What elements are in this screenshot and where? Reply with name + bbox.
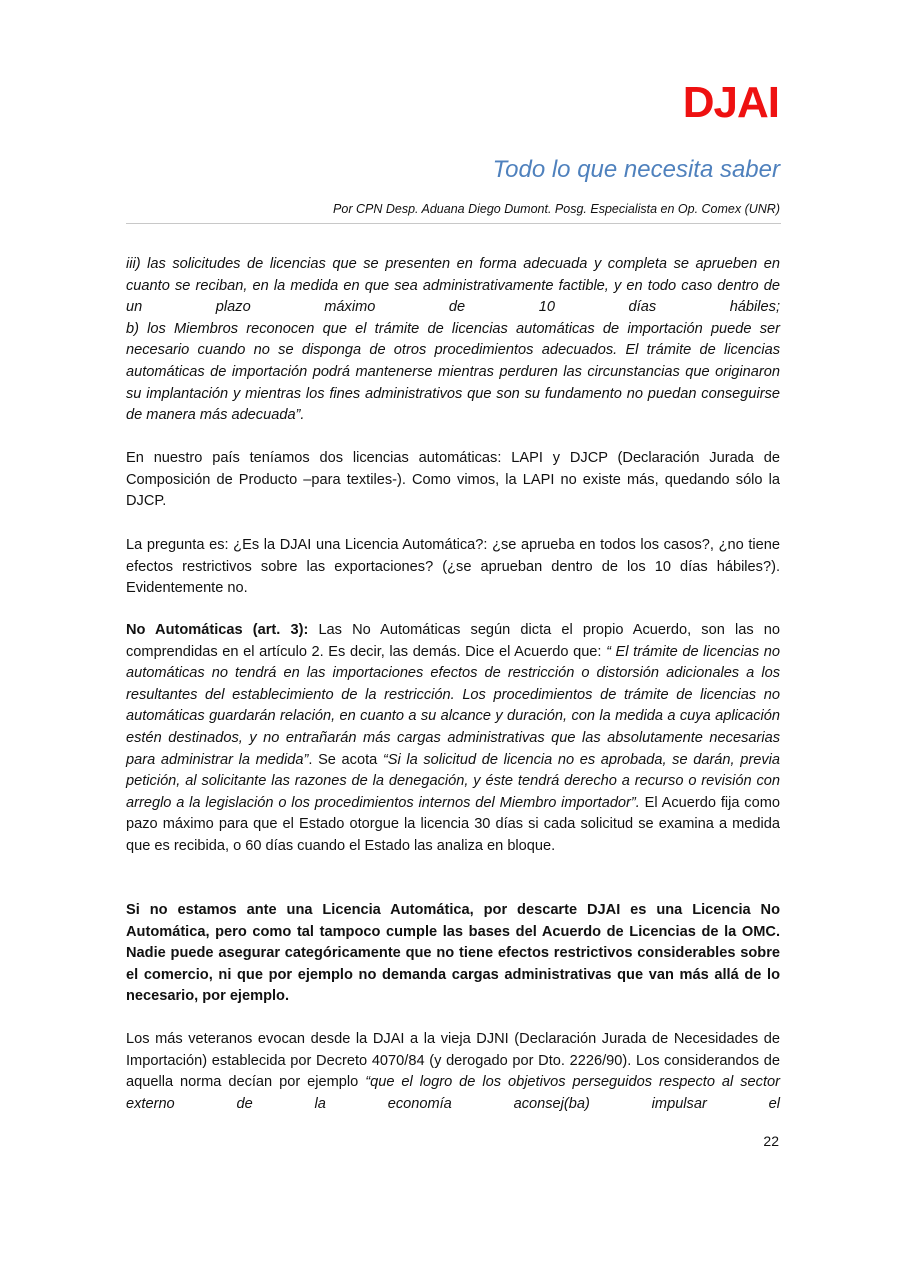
- paragraph-djni: [126, 1029, 780, 1115]
- paragraph-local-licenses: En nuestro país teníamos dos licencias automáticas: LAPI y DJCP (Declaración Jurada de Composición de Producto –para textiles-). Como vimos, la LAPI no existe más, quedando sólo la DJCP.: [126, 450, 780, 510]
- text-segment: Los más veteranos evocan desde la DJAI a la vieja DJNI (Declaración Jurada de Necesidades de Importación) establecida por Decreto 4070/84 (y derogado por Dto. 2226/90). Los considerandos de aquella norma decían por ejemplo: [126, 1031, 780, 1091]
- text-segment: Las No Automáticas según dicta el propio Acuerdo, son las no comprendidas en el artículo 2. Es decir, las demás. Dice el Acuerdo que:: [126, 622, 780, 660]
- quote-segment: “ El trámite de licencias no automáticas no tendrá en las importaciones efectos de restricción o distorsión adicionales a los resultantes del establecimiento de la restricción. Los procedimientos de trámite de licencias no automáticas guardarán relación, en cuanto a su alcance y duración, con la medida a cuya aplicación estén destinados, y no entrañarán más cargas administrativas que las absolutamente necesarias para administrar la medida”: [126, 643, 780, 768]
- quote-segment: “que el logro de los objetivos perseguidos respecto al sector externo de la economía aconsej(ba) impulsar el: [126, 1074, 780, 1112]
- paragraph-question: La pregunta es: ¿Es la DJAI una Licencia Automática?: ¿se aprueba en todos los casos?, ¿no tiene efectos restrictivos sobre las exportaciones? (¿se aprueban dentro de los 10 días hábiles?). Evidentemente no.: [126, 537, 780, 597]
- document-title: DJAI: [682, 78, 779, 127]
- quote-item-iii: iii) las solicitudes de licencias que se presenten en forma adecuada y completa se aprueben en cuanto se reciban, en la medida en que sea administrativamente factible, y en todo caso dentro de un plazo máximo de 10 días hábiles;: [126, 256, 780, 316]
- quote-segment: “Si la solicitud de licencia no es aprobada, se darán, previa petición, al solicitante las razones de la denegación, y éste tendrá derecho a recurso o revisión con arreglo a la legislación o los procedimientos internos del Miembro importador”.: [126, 751, 780, 811]
- author-byline: Por CPN Desp. Aduana Diego Dumont. Posg. Especialista en Op. Comex (UNR): [333, 202, 780, 216]
- text-segment: . Se acota: [308, 751, 383, 768]
- document-subtitle: Todo lo que necesita saber: [492, 156, 780, 183]
- paragraph-quote-automatic: [126, 254, 780, 427]
- quote-item-b: b) los Miembros reconocen que el trámite de licencias automáticas de importación puede ser necesario cuando no se disponga de otros procedimientos adecuados. El trámite de licencias automáticas de importación podrá mantenerse mientras perduren las circunstancias que originaron su implantación y mientras los fines administrativos que son su fundamento no puedan conseguirse de manera más adecuada”.: [126, 320, 780, 424]
- section-heading: No Automáticas (art. 3):: [126, 622, 309, 638]
- paragraph-conclusion: Si no estamos ante una Licencia Automática, por descarte DJAI es una Licencia No Automática, pero como tal tampoco cumple las bases del Acuerdo de Licencias de la OMC. Nadie puede asegurar categóricamente que no tiene efectos restrictivos considerables sobre el comercio, ni que por ejemplo no demanda cargas administrativas que van más allá de lo necesario, por ejemplo.: [126, 902, 780, 1005]
- header-divider: [126, 223, 781, 224]
- page-number: 22: [763, 1133, 779, 1149]
- paragraph-non-automatic: [126, 620, 780, 858]
- text-segment: El Acuerdo fija como pazo máximo para que el Estado otorgue la licencia 30 días si cada solicitud se examina a medida que es recibida, o 60 días cuando el Estado las analiza en bloque.: [126, 794, 780, 854]
